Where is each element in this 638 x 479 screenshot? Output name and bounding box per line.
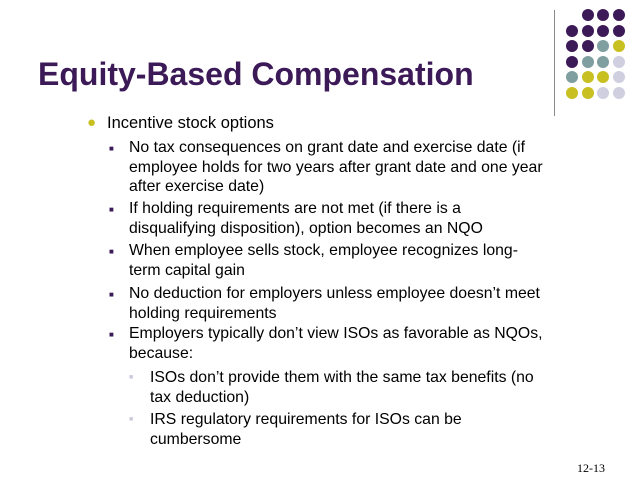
bullet-line: after exercise date) — [129, 178, 265, 195]
bullet-level2-item — [129, 138, 599, 197]
bullet-level2-item — [129, 284, 599, 323]
bullet-line: No deduction for employers unless employee doesn’t meet — [129, 285, 540, 302]
bullet-line: When employee sells stock, employee recognizes long- — [129, 242, 518, 259]
bullet-line: employee holds for two years after grant date and one year — [129, 158, 543, 176]
bullet-level2-item — [129, 324, 599, 363]
bullet-line: tax deduction) — [150, 388, 250, 406]
square-bullet-icon: ■ — [109, 290, 114, 299]
bullet-line: ISOs don’t provide them with the same tax benefits (no — [150, 369, 534, 386]
bullet-line: No tax consequences on grant date and exercise date (if — [129, 139, 526, 156]
bullet-level2-item — [129, 199, 599, 238]
square-bullet-icon: ■ — [109, 205, 114, 214]
square-bullet-icon: ■ — [109, 247, 114, 256]
round-bullet-icon: ● — [87, 114, 97, 131]
bullet-line: Employers typically don’t view ISOs as favorable as NQOs, — [129, 325, 543, 342]
bullet-level1: Incentive stock options — [107, 114, 274, 132]
slide-title: Equity-Based Compensation — [38, 56, 474, 92]
square-bullet-icon: ■ — [129, 374, 134, 381]
square-bullet-icon: ■ — [109, 330, 114, 339]
bullet-line: cumbersome — [150, 430, 242, 448]
bullet-line: holding requirements — [129, 304, 277, 322]
slide-number: 12-13 — [577, 461, 605, 475]
bullet-level2-item — [129, 241, 599, 280]
bullet-line: IRS regulatory requirements for ISOs can be — [150, 411, 462, 428]
bullet-level3-item — [150, 368, 600, 407]
square-bullet-icon: ■ — [109, 144, 114, 153]
bullet-line: disqualifying disposition), option becomes an NQO — [129, 219, 483, 237]
bullet-line: because: — [129, 344, 194, 362]
bullet-line: If holding requirements are not met (if there is a — [129, 200, 461, 217]
square-bullet-icon: ■ — [129, 416, 134, 423]
bullet-level3-item — [150, 410, 600, 449]
bullet-line: term capital gain — [129, 261, 245, 279]
